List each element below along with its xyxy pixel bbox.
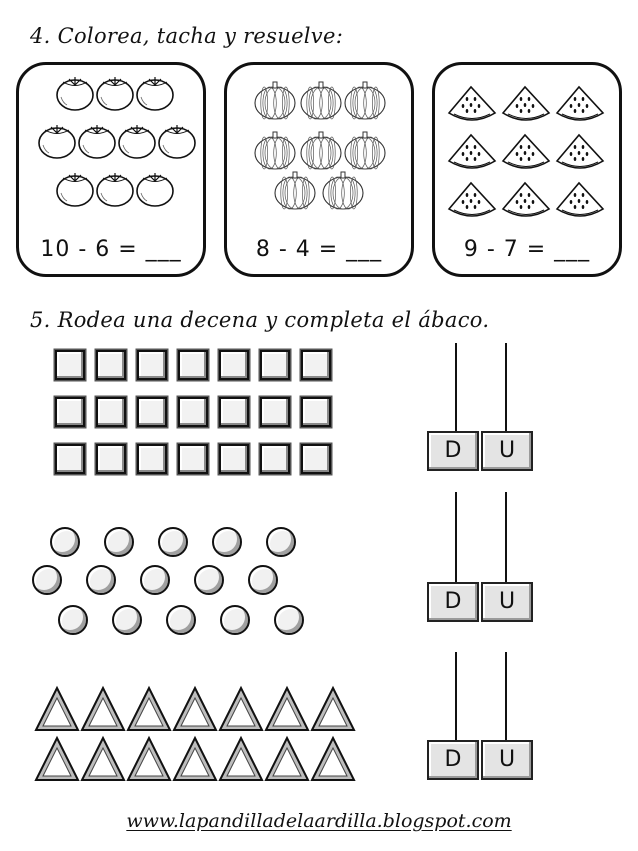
square-shape[interactable] (301, 444, 331, 474)
pumpkin-icon (255, 132, 295, 169)
square-shape[interactable] (260, 350, 290, 380)
circle-shape[interactable] (266, 527, 296, 557)
tomato-icon (39, 125, 75, 158)
square-shape[interactable] (219, 444, 249, 474)
tomato-icon (57, 77, 93, 110)
watermelon-slice-icon (449, 87, 495, 120)
triangle-shape[interactable] (36, 688, 78, 730)
units-rod (505, 343, 507, 431)
circle-shape[interactable] (104, 527, 134, 557)
units-box[interactable]: U (481, 431, 533, 471)
watermelon-slice-icon (557, 135, 603, 168)
circle-shape[interactable] (140, 565, 170, 595)
units-rod (505, 492, 507, 582)
triangle-shape[interactable] (220, 738, 262, 780)
circle-shape[interactable] (212, 527, 242, 557)
tens-rod (455, 492, 457, 582)
equation-tomatoes: 10 - 6 = ___ (40, 237, 182, 262)
footer-url[interactable]: www.lapandilladelaardilla.blogspot.com (126, 810, 512, 832)
units-box[interactable]: U (481, 582, 533, 622)
tens-rod (455, 343, 457, 431)
square-shape[interactable] (96, 350, 126, 380)
square-shape[interactable] (178, 397, 208, 427)
tomato-illustration (19, 65, 203, 225)
circle-shape[interactable] (220, 605, 250, 635)
circle-shape[interactable] (194, 565, 224, 595)
circle-shape[interactable] (112, 605, 142, 635)
watermelon-slice-icon (503, 135, 549, 168)
tens-box[interactable]: D (427, 582, 479, 622)
square-shape[interactable] (96, 444, 126, 474)
circle-shape[interactable] (58, 605, 88, 635)
square-shape[interactable] (137, 397, 167, 427)
watermelon-slice-icon (503, 183, 549, 216)
section-5-heading: 5. Rodea una decena y completa el ábaco. (30, 308, 490, 332)
pumpkin-card (224, 62, 414, 277)
equation-watermelons: 9 - 7 = ___ (463, 237, 591, 262)
tomato-icon (57, 173, 93, 206)
square-shape[interactable] (96, 397, 126, 427)
triangle-shape[interactable] (82, 738, 124, 780)
tens-rod (455, 652, 457, 740)
triangle-shape[interactable] (266, 738, 308, 780)
watermelon-slice-icon (557, 183, 603, 216)
pumpkin-icon (301, 132, 341, 169)
pumpkin-illustration (227, 65, 411, 225)
watermelon-slice-icon (557, 87, 603, 120)
section-4-heading: 4. Colorea, tacha y resuelve: (30, 24, 344, 48)
watermelon-slice-icon (503, 87, 549, 120)
pumpkin-icon (345, 82, 385, 119)
tomato-icon (159, 125, 195, 158)
units-rod (505, 652, 507, 740)
pumpkin-icon (323, 172, 363, 209)
pumpkin-icon (301, 82, 341, 119)
square-shape[interactable] (55, 444, 85, 474)
square-shape[interactable] (219, 350, 249, 380)
triangles-group (30, 680, 370, 800)
pumpkin-icon (255, 82, 295, 119)
watermelon-card (432, 62, 622, 277)
tomato-icon (137, 173, 173, 206)
triangle-shape[interactable] (312, 688, 354, 730)
tomato-icon (119, 125, 155, 158)
tomato-icon (97, 77, 133, 110)
square-shape[interactable] (301, 397, 331, 427)
square-shape[interactable] (178, 444, 208, 474)
watermelon-illustration (435, 65, 619, 225)
units-box[interactable]: U (481, 740, 533, 780)
tomato-icon (97, 173, 133, 206)
tomato-icon (79, 125, 115, 158)
square-shape[interactable] (55, 350, 85, 380)
triangle-shape[interactable] (82, 688, 124, 730)
triangle-shape[interactable] (266, 688, 308, 730)
triangle-shape[interactable] (220, 688, 262, 730)
triangle-shape[interactable] (174, 738, 216, 780)
pumpkin-icon (345, 132, 385, 169)
tens-box[interactable]: D (427, 431, 479, 471)
watermelon-slice-icon (449, 135, 495, 168)
square-shape[interactable] (137, 444, 167, 474)
square-shape[interactable] (301, 350, 331, 380)
circle-shape[interactable] (158, 527, 188, 557)
circle-shape[interactable] (50, 527, 80, 557)
square-shape[interactable] (219, 397, 249, 427)
equation-pumpkins: 8 - 4 = ___ (255, 237, 383, 262)
circle-shape[interactable] (32, 565, 62, 595)
tens-box[interactable]: D (427, 740, 479, 780)
triangle-shape[interactable] (174, 688, 216, 730)
square-shape[interactable] (137, 350, 167, 380)
watermelon-slice-icon (449, 183, 495, 216)
circle-shape[interactable] (248, 565, 278, 595)
tomato-card (16, 62, 206, 277)
pumpkin-icon (275, 172, 315, 209)
circle-shape[interactable] (86, 565, 116, 595)
square-shape[interactable] (178, 350, 208, 380)
triangle-shape[interactable] (128, 738, 170, 780)
square-shape[interactable] (260, 397, 290, 427)
square-shape[interactable] (260, 444, 290, 474)
circle-shape[interactable] (274, 605, 304, 635)
triangle-shape[interactable] (128, 688, 170, 730)
triangle-shape[interactable] (36, 738, 78, 780)
triangle-shape[interactable] (312, 738, 354, 780)
square-shape[interactable] (55, 397, 85, 427)
circle-shape[interactable] (166, 605, 196, 635)
tomato-icon (137, 77, 173, 110)
